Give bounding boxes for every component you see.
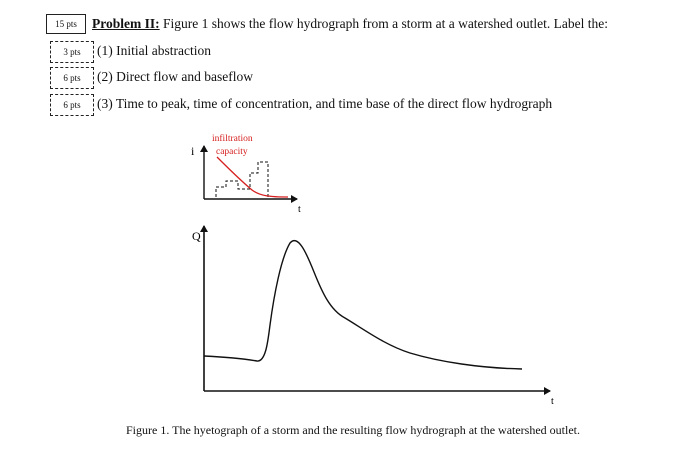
item-1-points-box: 3 pts (50, 41, 94, 63)
flow-hydrograph-curve (204, 241, 522, 369)
infiltration-capacity-curve (217, 157, 288, 197)
hydrograph-y-label: Q (192, 229, 201, 243)
hydrograph (192, 226, 554, 407)
hyetograph-x-label: t (298, 204, 301, 215)
rainfall-bars (216, 162, 268, 197)
capacity-label: capacity (216, 147, 248, 157)
total-points-box: 15 pts (46, 14, 86, 34)
item-1-text: (1) Initial abstraction (97, 43, 211, 58)
item-3-points-box: 6 pts (50, 94, 94, 116)
hyetograph-y-label: i (191, 144, 195, 158)
item-2-text: (2) Direct flow and baseflow (97, 69, 253, 84)
item-2-points-box: 6 pts (50, 67, 94, 89)
hydrograph-x-label: t (551, 396, 554, 407)
hyetograph (191, 133, 301, 215)
item-3-text: (3) Time to peak, time of concentration, and time base of the direct flow hydrograph (97, 96, 553, 111)
problem-heading: Problem II: (92, 16, 160, 31)
infiltration-label: infiltration (212, 134, 253, 144)
figure-caption: Figure 1. The hyetograph of a storm and the resulting flow hydrograph at the watershed outlet. (126, 423, 580, 437)
problem-intro: Figure 1 shows the flow hydrograph from a storm at a watershed outlet. Label the: (159, 16, 609, 31)
